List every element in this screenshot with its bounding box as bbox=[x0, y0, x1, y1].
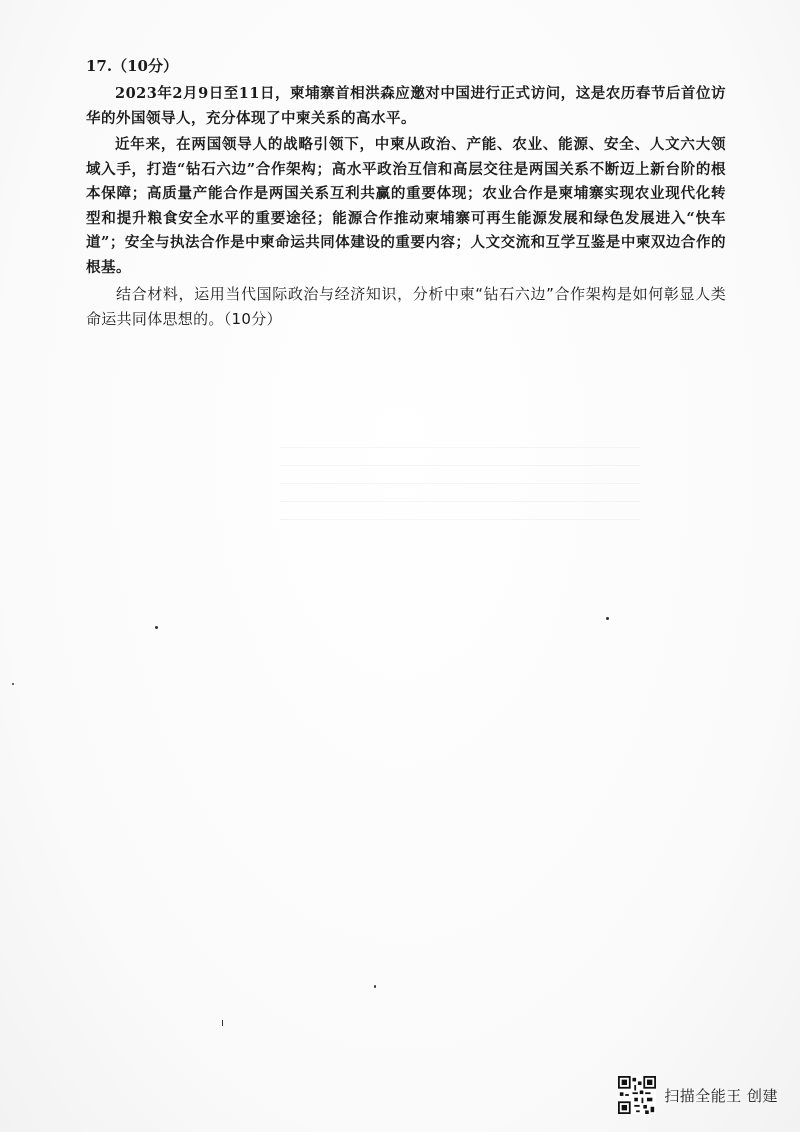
material-paragraph-1: 2023年2月9日至11日，柬埔寨首相洪森应邀对中国进行正式访问，这是农历春节后首位访华的外国领导人，充分体现了中柬关系的高水平。 bbox=[86, 85, 726, 127]
scan-speck bbox=[12, 683, 14, 685]
scan-speck bbox=[222, 1020, 223, 1026]
material-paragraph-2: 近年来，在两国领导人的战略引领下，中柬从政治、产能、农业、能源、安全、人文六大领域入手，打造“钻石六边”合作架构；高水平政治互信和高层交往是两国关系不断迈上新台阶的根本保障；高质量产能合作是两国关系互利共赢的重要体现；农业合作是柬埔寨实现农业现代化转型和提升粮食安全水平的重要途径；能源合作推动柬埔寨可再生能源发展和绿色发展进入“快车道”；安全与执法合作是中柬命运共同体建设的重要内容；人文交流和互学互鉴是中柬双边合作的根基。 bbox=[86, 136, 726, 276]
scan-speck bbox=[606, 617, 609, 620]
qr-code-icon bbox=[618, 1076, 656, 1114]
scanner-watermark bbox=[618, 1076, 778, 1114]
scan-speck bbox=[155, 626, 158, 629]
question-prompt: 结合材料，运用当代国际政治与经济知识，分析中柬“钻石六边”合作架构是如何彰显人类命运共同体思想的。（10分） bbox=[86, 285, 726, 328]
scan-speck bbox=[374, 985, 376, 988]
bleed-through-text bbox=[280, 440, 640, 520]
watermark-text: 扫描全能王 创建 bbox=[664, 1086, 778, 1105]
question-block bbox=[86, 54, 726, 331]
question-number: 17.（10分） bbox=[86, 57, 178, 75]
